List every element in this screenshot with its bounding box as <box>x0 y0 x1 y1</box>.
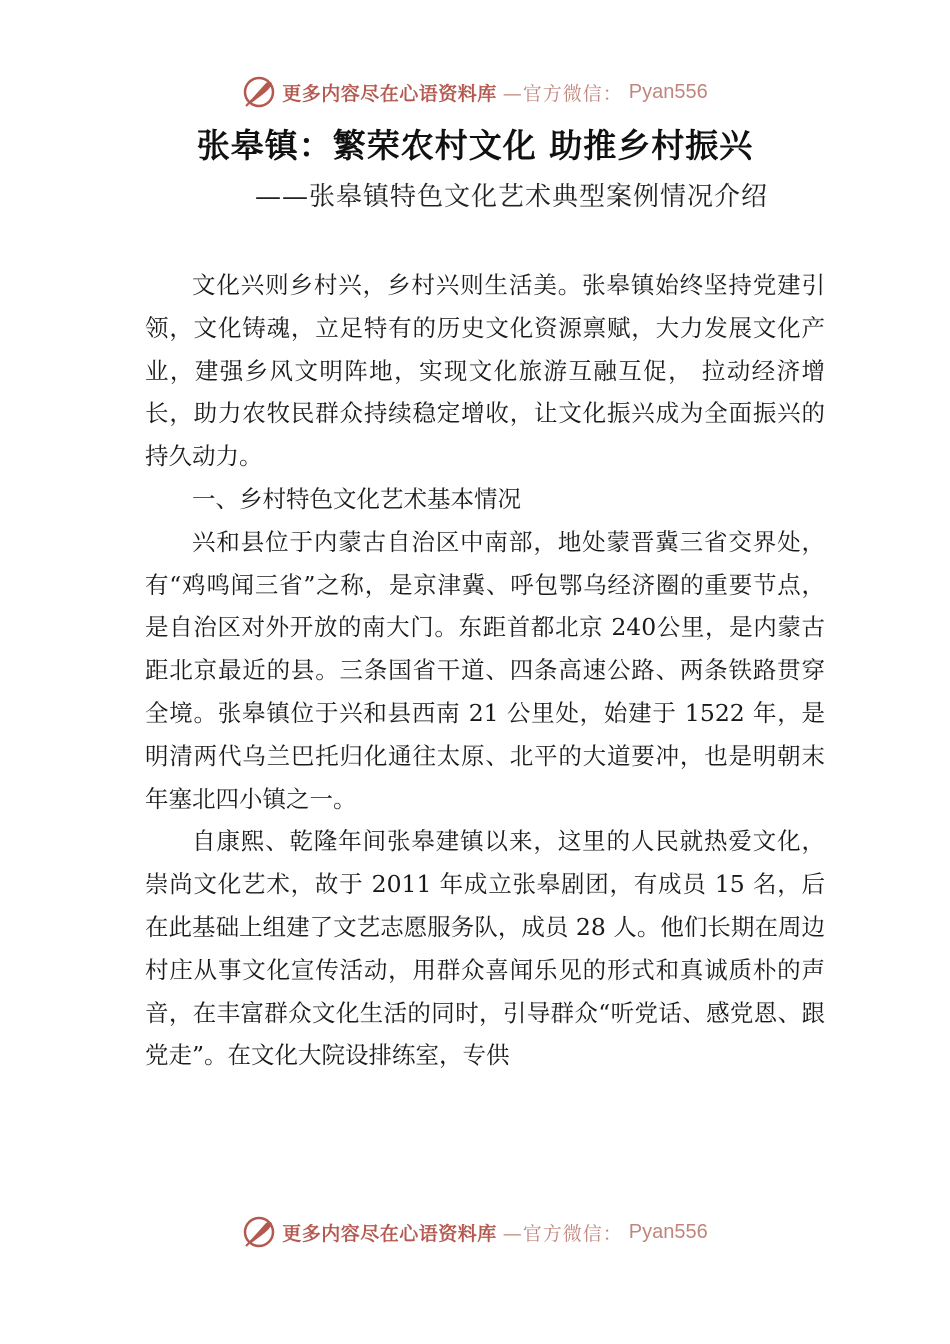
section-heading: 一、乡村特色文化艺术基本情况 <box>192 484 521 513</box>
document-body <box>145 264 825 1077</box>
banner-main-text: 更多内容尽在心语资料库 <box>282 82 497 105</box>
banner-wechat-id: Pyan556 <box>628 1220 708 1243</box>
quill-pen-logo-icon <box>242 1215 276 1249</box>
quill-pen-logo-icon <box>242 75 276 109</box>
body-paragraph: 文化兴则乡村兴，乡村兴则生活美。张皋镇始终坚持党建引领，文化铸魂，立足特有的历史文化资源禀赋，大力发展文化产业，建强乡风文明阵地，实现文化旅游互融互促， 拉动经济增长，助力农牧民群众持续稳定增收，让文化振兴成为全面振兴的持久动力。 <box>145 271 825 471</box>
document-subtitle: ——张皋镇特色文化艺术典型案例情况介绍 <box>255 182 769 212</box>
body-paragraph: 兴和县位于内蒙古自治区中南部，地处蒙晋冀三省交界处，有“鸡鸣闻三省”之称，是京津冀、呼包鄂乌经济圈的重要节点，是自治区对外开放的南大门。东距首都北京 240公里，是内蒙古距北京最近的县。三条国省干道、四条高速公路、两条铁路贯穿全境。张皋镇位于兴和县西南 21 公里处，始建于 1522 年，是明清两代乌兰巴托归化通往太原、北平的大道要冲，也是明朝末年塞北四小镇之一。 <box>145 527 825 813</box>
banner-wechat-id: Pyan556 <box>628 80 708 103</box>
banner-sub-text: —官方微信： <box>502 1222 623 1245</box>
footer-watermark-banner <box>0 1210 950 1254</box>
header-watermark-banner <box>0 70 950 114</box>
banner-sub-text: —官方微信： <box>502 82 623 105</box>
document-title: 张皋镇：繁荣农村文化 助推乡村振兴 <box>196 126 754 165</box>
banner-main-text: 更多内容尽在心语资料库 <box>282 1222 497 1245</box>
body-paragraph: 自康熙、乾隆年间张皋建镇以来，这里的人民就热爱文化，崇尚文化艺术，故于 2011 年成立张皋剧团，有成员 15 名，后在此基础上组建了文艺志愿服务队，成员 28 人。他们长期在周边村庄从事文化宣传活动，用群众喜闻乐见的形式和真诚质朴的声音，在丰富群众文化生活的同时，引导群众“听党话、感党恩、跟党走”。在文化大院设排练室，专供 <box>145 827 825 1070</box>
